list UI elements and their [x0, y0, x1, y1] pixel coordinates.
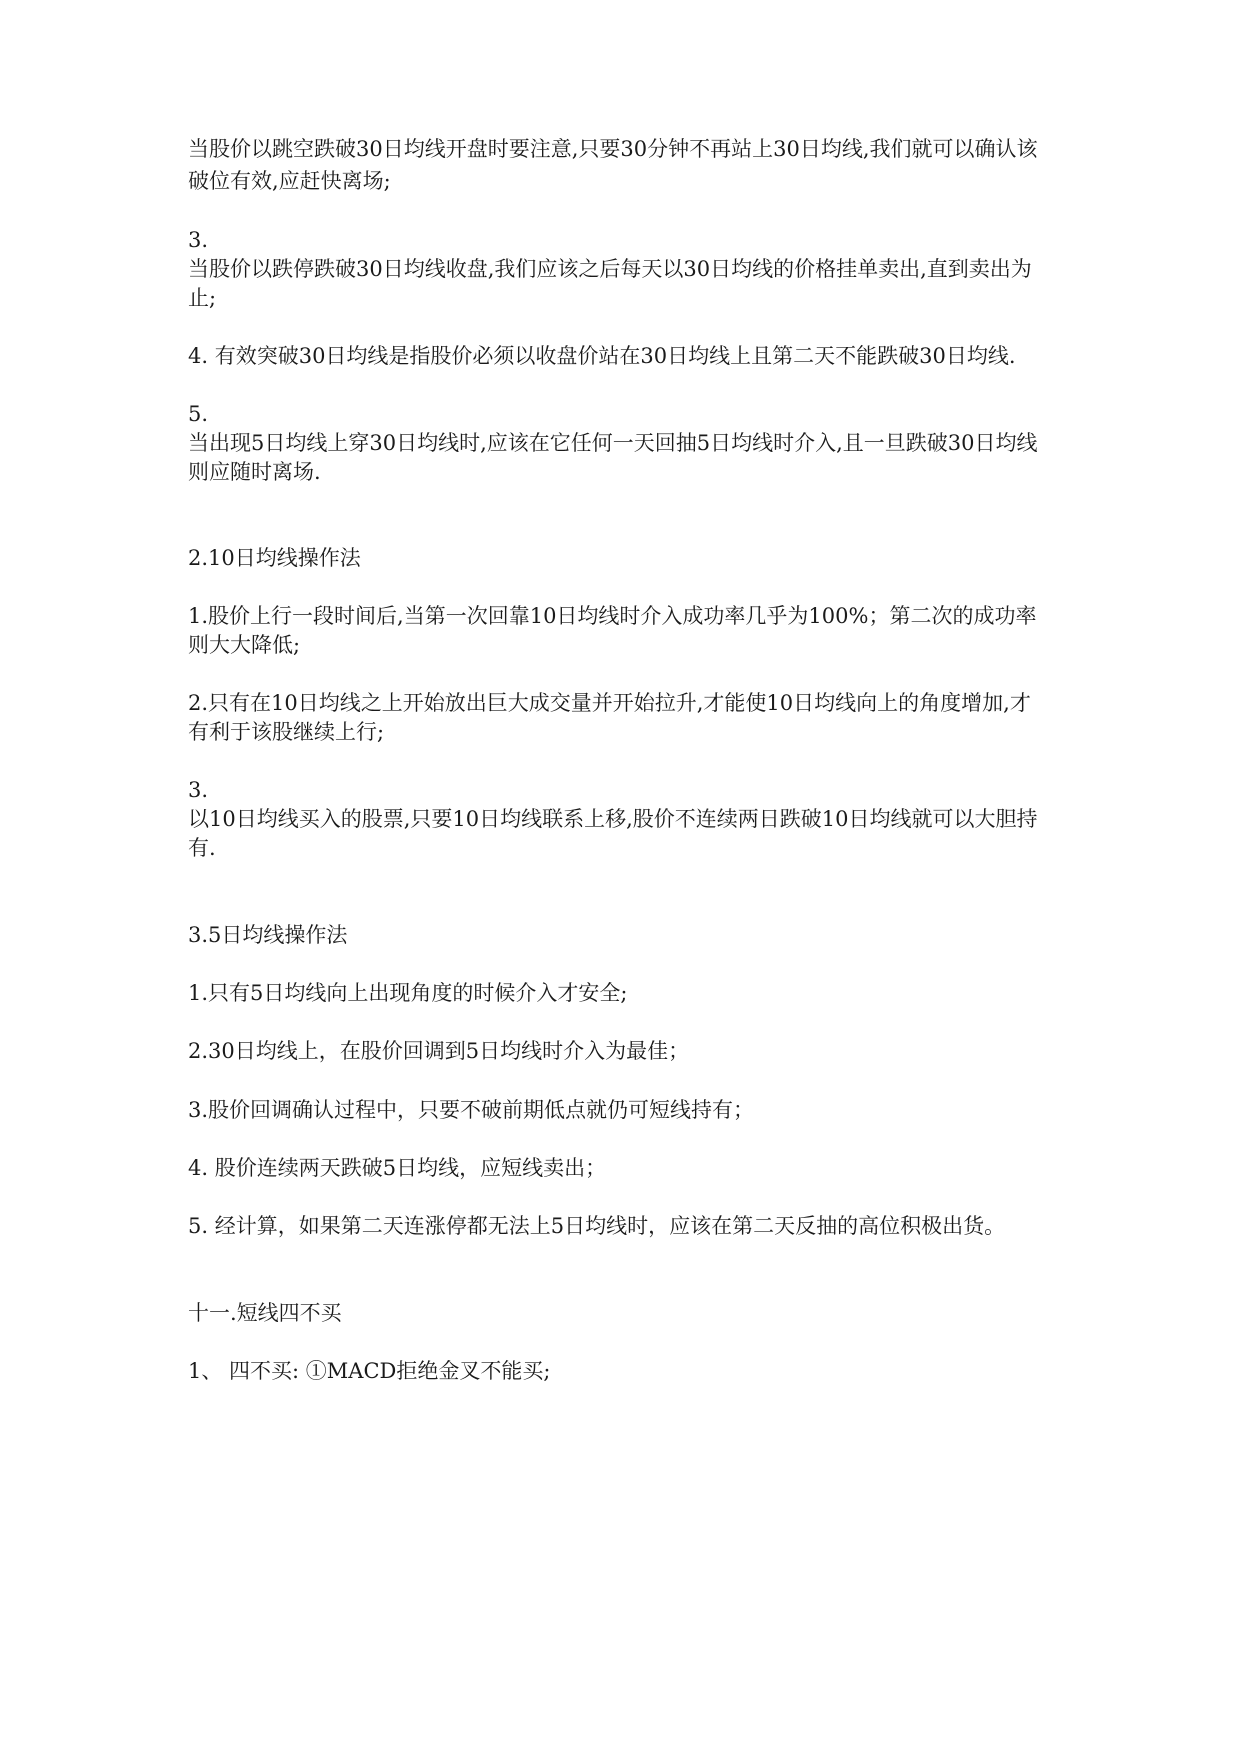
item-number: 3.: [188, 778, 209, 802]
paragraph-line: 5. 经计算，如果第二天连涨停都无法上5日均线时，应该在第二天反抽的高位积极出货。: [188, 1214, 1006, 1238]
paragraph-line: 有.: [188, 836, 216, 860]
item-number: 3.: [188, 228, 209, 252]
paragraph-line: 则大大降低;: [188, 633, 301, 657]
paragraph-line: 1.只有5日均线向上出现角度的时候介入才安全;: [188, 981, 628, 1005]
paragraph-line: 当股价以跳空跌破30日均线开盘时要注意,只要30分钟不再站上30日均线,我们就可以确认该: [188, 137, 1038, 161]
paragraph-line: 有利于该股继续上行;: [188, 720, 385, 744]
paragraph-line: 1、 四不买: ①MACD拒绝金叉不能买;: [188, 1359, 551, 1383]
paragraph-line: 当出现5日均线上穿30日均线时,应该在它任何一天回抽5日均线时介入,且一旦跌破30日均线: [188, 431, 1038, 455]
paragraph-line: 破位有效,应赶快离场;: [188, 169, 391, 193]
paragraph-line: 3.股价回调确认过程中，只要不破前期低点就仍可短线持有；: [188, 1098, 755, 1122]
paragraph-line: 4. 有效突破30日均线是指股价必须以收盘价站在30日均线上且第二天不能跌破30日均线.: [188, 344, 1016, 368]
paragraph-line: 4. 股价连续两天跌破5日均线，应短线卖出；: [188, 1156, 607, 1180]
section-heading: 2.10日均线操作法: [188, 546, 361, 570]
paragraph-line: 2.30日均线上，在股价回调到5日均线时介入为最佳；: [188, 1039, 690, 1063]
paragraph-line: 1.股价上行一段时间后,当第一次回靠10日均线时介入成功率几乎为100%；第二次的成功率: [188, 604, 1037, 628]
section-heading: 3.5日均线操作法: [188, 923, 348, 947]
paragraph-line: 则应随时离场.: [188, 460, 321, 484]
paragraph-line: 2.只有在10日均线之上开始放出巨大成交量并开始拉升,才能使10日均线向上的角度增加,才: [188, 691, 1031, 715]
paragraph-line: 当股价以跌停跌破30日均线收盘,我们应该之后每天以30日均线的价格挂单卖出,直到卖出为: [188, 257, 1032, 281]
item-number: 5.: [188, 402, 209, 426]
paragraph-line: 止;: [188, 286, 217, 310]
paragraph-line: 以10日均线买入的股票,只要10日均线联系上移,股价不连续两日跌破10日均线就可以大胆持: [188, 807, 1038, 831]
section-heading: 十一.短线四不买: [188, 1301, 342, 1325]
